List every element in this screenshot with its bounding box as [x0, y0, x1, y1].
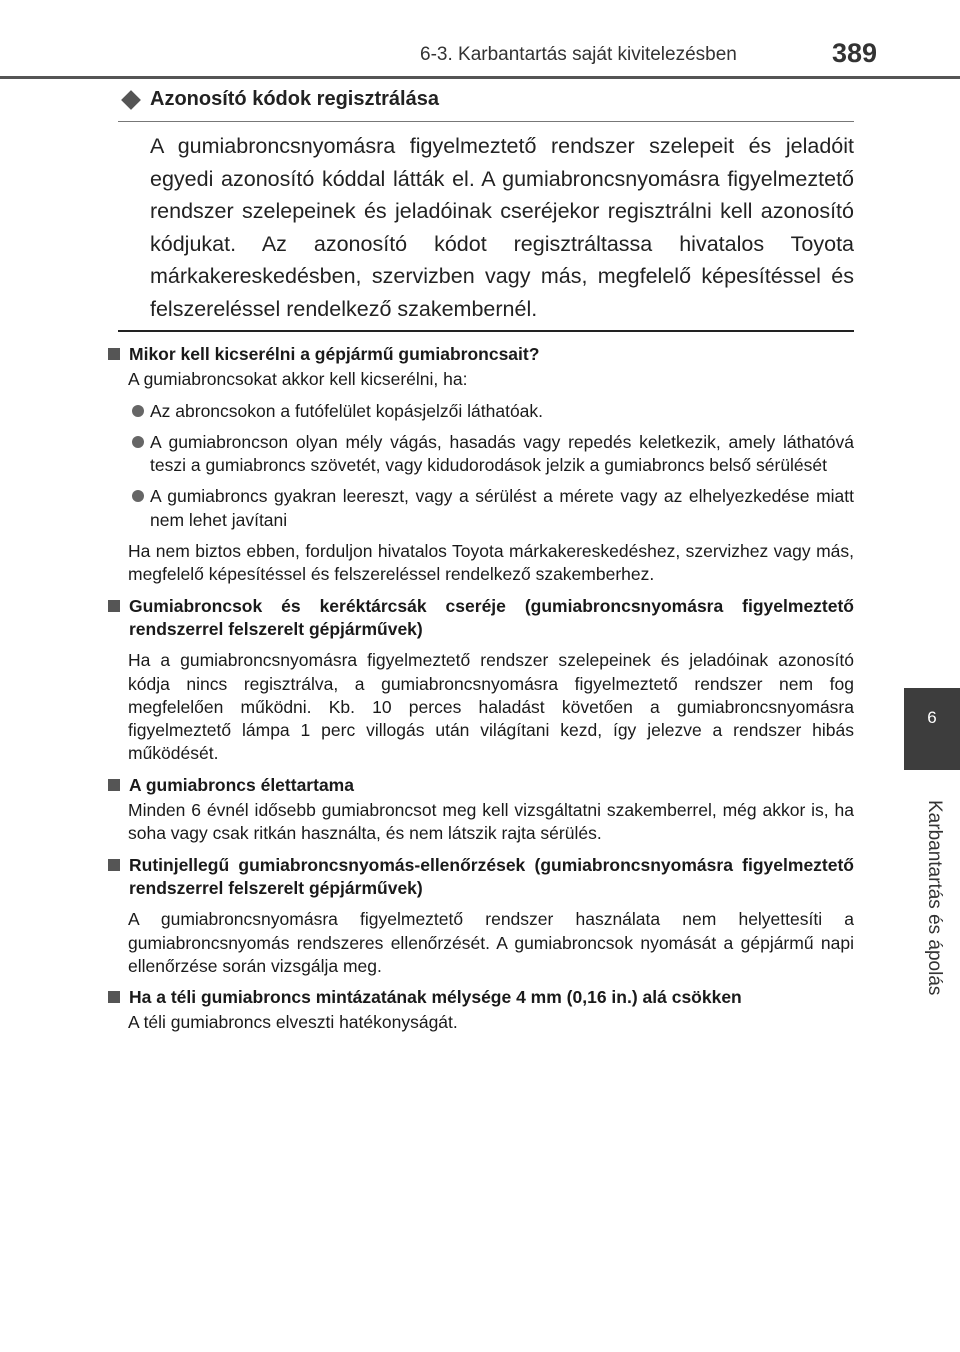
question-heading	[106, 774, 854, 797]
circle-bullet-icon	[132, 405, 144, 417]
section-heading	[118, 88, 439, 111]
page-number: 389	[832, 38, 878, 68]
circle-bullet-icon	[132, 436, 144, 448]
header-rule	[0, 76, 960, 79]
content	[106, 343, 854, 1035]
chapter-tab: 6	[904, 688, 960, 770]
list-item	[128, 485, 854, 532]
list-item	[128, 431, 854, 478]
list-item-text: Az abroncsokon a futófelület kopásjelzői láthatóak.	[150, 400, 544, 421]
circle-bullet-icon	[132, 490, 144, 502]
section-heading-text: Azonosító kódok regisztrálása	[150, 88, 439, 110]
square-bullet-icon	[108, 859, 120, 871]
paragraph: A gumiabroncsokat akkor kell kicserélni, ha:	[128, 369, 468, 390]
paragraph: A téli gumiabroncs elveszti hatékonyságát.	[128, 1012, 458, 1033]
question-title: Gumiabroncsok és keréktárcsák cseréje (gumiabroncsnyomásra figyelmeztető rendszerrel felszerelt gépjárművek)	[129, 595, 854, 639]
chapter-side-label: Karbantartás és ápolás	[924, 800, 945, 996]
question-title: A gumiabroncs élettartama	[129, 774, 354, 795]
question-title: Mikor kell kicserélni a gépjármű gumiabroncsait?	[129, 344, 540, 364]
diamond-icon	[121, 90, 141, 110]
question-heading	[106, 854, 854, 901]
question-heading	[106, 343, 854, 366]
section-rule	[118, 121, 854, 122]
square-bullet-icon	[108, 779, 120, 791]
question-heading	[106, 595, 854, 642]
square-bullet-icon	[108, 348, 120, 360]
list-item-text: A gumiabroncson olyan mély vágás, hasadás vagy repedés keletkezik, amely láthatóvá teszi a gumiabroncs szövetét, vagy kidudorodások jelzik a gumiabroncs belső sérülését	[150, 431, 854, 476]
section-divider	[118, 330, 854, 332]
section-intro: A gumiabroncsnyomásra figyelmeztető rendszer szelepeit és jeladóit egyedi azonosító kóddal látták el. A gumiabroncsnyomásra figyelmeztető rendszer szelepeinek és jeladóinak cseréjekor regisztrálni kell azonosító kódjukat. Az azonosító kódot regisztráltassa hivatalos Toyota márkakereskedésben, szervizben vagy más, megfelelő képesítéssel és felszereléssel rendelkező szakembernél.	[150, 134, 854, 321]
list-item	[128, 400, 854, 423]
question-title: Ha a téli gumiabroncs mintázatának mélysége 4 mm (0,16 in.) alá csökken	[129, 987, 742, 1008]
paragraph: A gumiabroncsnyomásra figyelmeztető rendszer használata nem helyettesíti a gumiabroncsnyomás rendszeres ellenőrzését. A gumiabroncsok nyomását a gépjármű napi ellenőrzése során vizsgálja meg.	[128, 909, 854, 976]
question-heading	[106, 986, 854, 1009]
paragraph: Minden 6 évnél idősebb gumiabroncsot meg kell vizsgáltatni szakemberrel, még akkor is, ha soha vagy csak ritkán használta, és nem látszik rajta sérülés.	[128, 800, 854, 844]
square-bullet-icon	[108, 600, 120, 612]
list-item-text: A gumiabroncs gyakran leereszt, vagy a sérülést a mérete vagy az elhelyezkedése miatt nem lehet javítani	[150, 486, 854, 530]
question-title: Rutinjellegű gumiabroncsnyomás-ellenőrzések (gumiabroncsnyomásra figyelmeztető rendszerrel felszerelt gépjárművek)	[129, 854, 854, 898]
header-section-title: 6-3. Karbantartás saját kivitelezésben	[420, 44, 737, 65]
paragraph: Ha nem biztos ebben, forduljon hivatalos Toyota márkakereskedéshez, szervizhez vagy más, megfelelő képesítéssel és felszereléssel rendelkező szakemberhez.	[128, 541, 854, 585]
paragraph: Ha a gumiabroncsnyomásra figyelmeztető rendszer szelepeinek és jeladóinak azonosító kódja nincs regisztrálva, a gumiabroncsnyomásra figyelmeztető rendszer nem fog megfelelően működni. Kb. 10 perces haladást követően a gumiabroncsnyomásra figyelmeztető lámpa 1 perc villogás után világítani kezd, így jelezve a rendszer hibás működését.	[128, 650, 854, 764]
square-bullet-icon	[108, 991, 120, 1003]
